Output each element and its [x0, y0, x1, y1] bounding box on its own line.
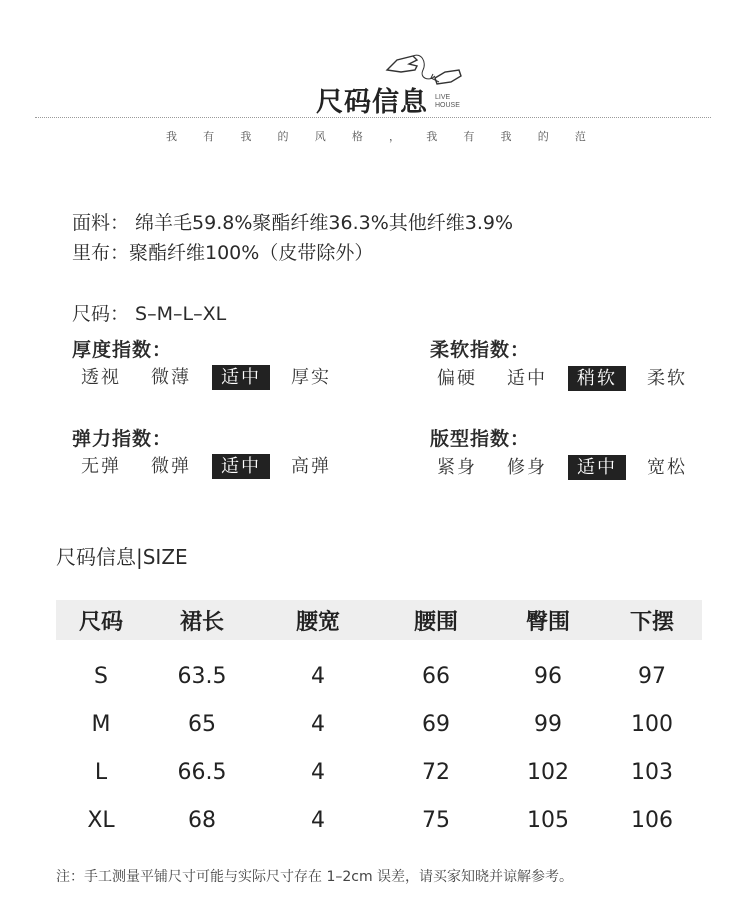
table-row: [56, 796, 702, 844]
index-option: 微弹: [151, 456, 191, 477]
fabric-info: 面料： 绵羊毛59.8%聚酯纤维36.3%其他纤维3.9%: [72, 212, 514, 234]
table-cell: 68: [188, 807, 216, 833]
index-option: 修身: [507, 457, 547, 478]
table-row: [56, 700, 702, 748]
thickness-index-options: [72, 365, 352, 390]
table-cell: M: [91, 711, 111, 737]
table-cell: 106: [631, 807, 673, 833]
index-option: 适中: [507, 368, 547, 389]
table-header-cell: 下摆: [602, 600, 702, 640]
size-range: 尺码： S–M–L–XL: [72, 303, 227, 325]
hands-logo-icon: [383, 48, 463, 94]
index-option: 透视: [81, 367, 121, 388]
table-cell: S: [94, 663, 108, 689]
measurement-note: 注：手工测量平铺尺寸可能与实际尺寸存在 1–2cm 误差，请买家知晓并谅解参考。: [56, 869, 574, 885]
softness-index-options: [428, 366, 708, 391]
table-cell: 103: [631, 759, 673, 785]
index-option: 偏硬: [437, 368, 477, 389]
table-cell: 65: [188, 711, 216, 737]
table-cell: 97: [638, 663, 666, 689]
index-option: 紧身: [437, 457, 477, 478]
table-header-cell: 腰围: [378, 600, 494, 640]
table-cell: 75: [422, 807, 450, 833]
table-header-cell: 腰宽: [258, 600, 378, 640]
table-cell: 96: [534, 663, 562, 689]
table-cell: 4: [311, 663, 325, 689]
table-cell: 66.5: [177, 759, 227, 785]
thickness-index-title: 厚度指数：: [72, 339, 173, 361]
table-cell: 4: [311, 711, 325, 737]
softness-index-title: 柔软指数：: [430, 339, 531, 361]
index-option-selected: 适中: [212, 365, 270, 390]
table-cell: 4: [311, 807, 325, 833]
table-row: [56, 640, 702, 700]
fit-index-title: 版型指数：: [430, 428, 531, 450]
size-section-title: 尺码信息|SIZE: [56, 545, 188, 569]
slogan: 我 有 我 的 风 格 ， 我 有 我 的 范: [166, 130, 586, 143]
lining-info: 里布：聚酯纤维100%（皮带除外）: [72, 242, 374, 264]
table-row: [56, 748, 702, 796]
table-header-cell: 尺码: [56, 600, 146, 640]
table-header-row: [56, 600, 702, 640]
index-option: 无弹: [81, 456, 121, 477]
table-cell: 69: [422, 711, 450, 737]
index-option: 柔软: [647, 368, 687, 389]
table-cell: 105: [527, 807, 569, 833]
index-option: 宽松: [647, 457, 687, 478]
table-cell: XL: [87, 807, 115, 833]
table-header-cell: 裙长: [146, 600, 258, 640]
table-cell: 99: [534, 711, 562, 737]
elasticity-index-title: 弹力指数：: [72, 428, 173, 450]
page-title: 尺码信息: [316, 87, 428, 118]
size-table: [56, 600, 702, 844]
index-option: 高弹: [291, 456, 331, 477]
table-cell: 63.5: [177, 663, 227, 689]
table-header-cell: 臀围: [494, 600, 602, 640]
index-option: 厚实: [291, 367, 331, 388]
table-cell: 66: [422, 663, 450, 689]
index-option-selected: 适中: [212, 454, 270, 479]
index-option-selected: 适中: [568, 455, 626, 480]
index-option: 微薄: [151, 367, 191, 388]
fit-index-options: [428, 455, 708, 480]
logo-text: LIVE HOUSE: [435, 94, 460, 109]
header-divider: [35, 117, 711, 118]
table-cell: 4: [311, 759, 325, 785]
elasticity-index-options: [72, 454, 352, 479]
table-cell: 72: [422, 759, 450, 785]
table-cell: L: [94, 759, 108, 785]
table-cell: 100: [631, 711, 673, 737]
index-option-selected: 稍软: [568, 366, 626, 391]
table-cell: 102: [527, 759, 569, 785]
